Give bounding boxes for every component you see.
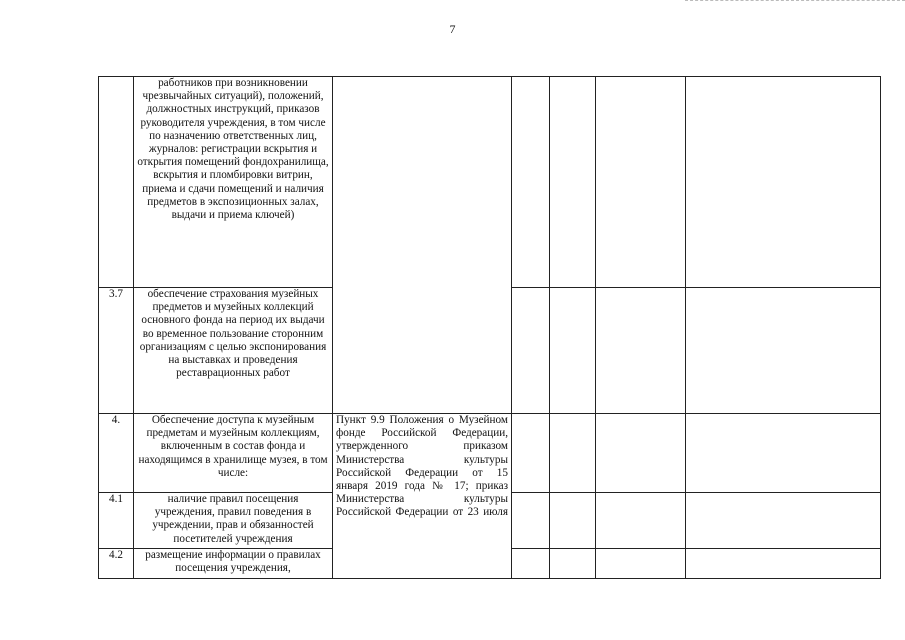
blank-cell [596,288,686,414]
blank-cell [512,288,550,414]
blank-cell [596,414,686,493]
blank-cell [512,549,550,579]
legal-basis-cell [333,77,512,414]
table-row [99,414,881,493]
row-number: 3.7 [99,288,134,414]
requirement-text: обеспечение страхования музейных предметов и музейных коллекций основного фонда на период их выдачи во временное пользование сторонним организациям с целью экспонирования на выставках и проведения реставрационных работ [134,288,333,414]
requirement-text: работников при возникновении чрезвычайных ситуаций), положений, должностных инструкций, приказов руководителя учреждения, в том числе по назначению ответственных лиц, журналов: регистрации вскрытия и открытия помещений фондохранилища, вскрытия и пломбировки витрин, приема и сдачи помещений и наличия предметов в экспозиционных залах, выдачи и приема ключей) [134,77,333,288]
requirement-text: наличие правил посещения учреждения, правил поведения в учреждении, прав и обязанностей посетителей учреждения [134,493,333,549]
blank-cell [512,493,550,549]
blank-cell [550,549,596,579]
legal-basis-text: Пункт 9.9 Положения о Музейном фонде Российской Федерации, утвержденного приказом Министерства культуры Российской Федерации от 15 января 2019 года № 17; приказ Министерства культуры Российской Федерации от 23 июля [333,414,512,579]
row-number: 4.2 [99,549,134,579]
scan-artifact-line [685,0,905,2]
blank-cell [512,77,550,288]
blank-cell [550,414,596,493]
requirements-table [98,76,881,579]
blank-cell [550,493,596,549]
row-number [99,77,134,288]
blank-cell [512,414,550,493]
table-row [99,77,881,288]
blank-cell [550,77,596,288]
requirement-text: Обеспечение доступа к музейным предметам и музейным коллекциям, включенным в состав фонда и находящимся в хранилище музея, в том числе: [134,414,333,493]
blank-cell [596,549,686,579]
requirement-text: размещение информации о правилах посещения учреждения, [134,549,333,579]
blank-cell [686,288,881,414]
blank-cell [686,493,881,549]
blank-cell [686,549,881,579]
blank-cell [686,77,881,288]
page-number: 7 [449,22,456,36]
blank-cell [596,77,686,288]
row-number: 4. [99,414,134,493]
row-number: 4.1 [99,493,134,549]
blank-cell [550,288,596,414]
blank-cell [596,493,686,549]
blank-cell [686,414,881,493]
